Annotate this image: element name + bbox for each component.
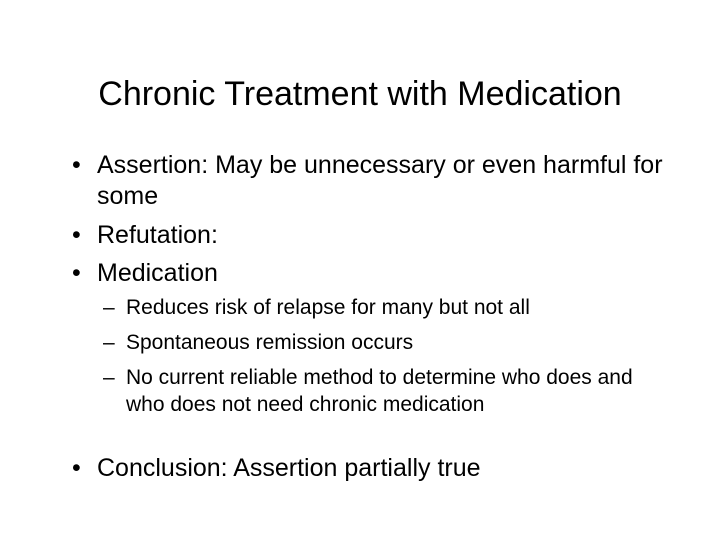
slide-title: Chronic Treatment with Medication <box>98 75 622 113</box>
sub-bullet-marker: – <box>103 296 115 319</box>
bullet-text: Assertion: May be unnecessary or even harmful for some <box>97 151 663 210</box>
bullet-item-assertion <box>72 150 687 212</box>
bullet-marker: • <box>72 259 81 287</box>
sub-bullet-marker: – <box>103 366 115 389</box>
bullet-item-refutation <box>72 220 687 251</box>
sub-bullet-marker: – <box>103 331 115 354</box>
bullet-item-conclusion <box>72 453 687 484</box>
sub-bullet-item-relapse <box>103 294 666 321</box>
bullet-item-medication <box>72 258 687 289</box>
sub-bullet-item-no-method <box>103 364 666 418</box>
bullet-text: Conclusion: Assertion partially true <box>97 454 481 482</box>
bullet-text: Refutation: <box>97 221 218 249</box>
bullet-text: Medication <box>97 259 218 287</box>
sub-bullet-text: Reduces risk of relapse for many but not all <box>126 296 530 319</box>
sub-bullet-text: No current reliable method to determine who does and who does not need chronic medication <box>126 366 633 416</box>
bullet-marker: • <box>72 151 81 179</box>
sub-bullet-item-remission <box>103 329 666 356</box>
sub-bullet-text: Spontaneous remission occurs <box>126 331 414 354</box>
bullet-marker: • <box>72 454 81 482</box>
bullet-marker: • <box>72 221 81 249</box>
